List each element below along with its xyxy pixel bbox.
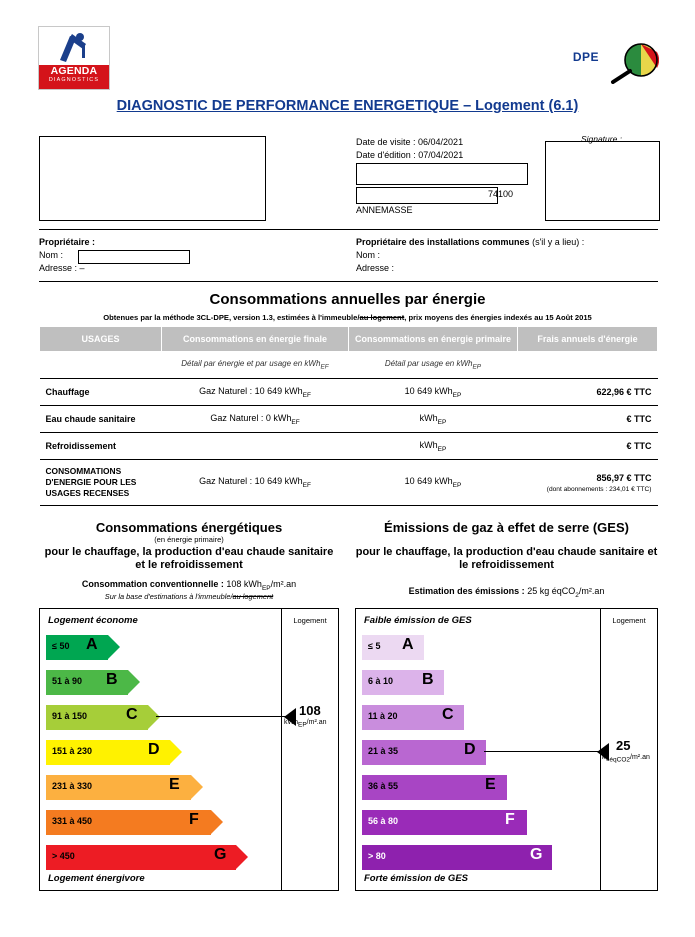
ges-bar-g: > 80 G [362, 845, 552, 870]
ges-pointer-value: 25 [616, 738, 631, 753]
subheader-finale: Détail par énergie et par usage en kWh$_{EF}$ [162, 352, 349, 379]
document-header [0, 18, 695, 88]
ges-scale-title-bottom: Forte émission de GES [364, 873, 468, 884]
logement-column-header: Logement [612, 616, 646, 625]
row-frais: € TTC [518, 406, 658, 433]
ges-scale-title-top: Faible émission de GES [364, 615, 472, 626]
property-address-box [39, 136, 266, 221]
class-bar-a: ≤ 50 A [46, 635, 108, 660]
postal-code: 74100 [488, 189, 514, 199]
total-usage: CONSOMMATIONS D'ENERGIE POUR LES USAGES RECENSES [40, 460, 162, 506]
class-bar-b: 51 à 90 B [46, 670, 128, 695]
consumption-section-subtitle [0, 313, 695, 322]
row-frais: 622,96 € TTC [518, 379, 658, 406]
visit-dates [356, 136, 536, 162]
ges-bar-a: ≤ 5 A [362, 635, 424, 660]
common-owner-nom: Nom : [356, 250, 381, 260]
address-blank-field-2 [356, 187, 498, 204]
table-row [40, 433, 658, 460]
scale-title-top: Logement économe [48, 615, 138, 626]
page-title: DIAGNOSTIC DE PERFORMANCE ENERGETIQUE – Logement (6.1) [116, 98, 579, 114]
ges-bar-f: 56 à 80 F [362, 810, 527, 835]
table-subheader-row [40, 352, 658, 379]
subtitle-strike: au logement [359, 313, 405, 322]
divider-2 [39, 281, 658, 282]
common-owner-adresse: Adresse : [356, 263, 395, 273]
ges-class-scale [355, 608, 658, 891]
owner-nom: Nom : [39, 250, 64, 260]
ges-bar-c: 11 à 20 C [362, 705, 464, 730]
left-note: Sur la base d'estimations à l'immeuble/au logement [104, 591, 274, 601]
row-usage: Refroidissement [40, 433, 162, 460]
row-primaire: 10 649 kWh$_{EP}$ [349, 379, 518, 406]
ges-bar-e: 36 à 55 E [362, 775, 507, 800]
col-frais-annuels: Frais annuels d'énergie [518, 327, 658, 352]
row-usage: Chauffage [40, 379, 162, 406]
total-frais: 856,97 € TTC (dont abonnements : 234,01 € TTC) [518, 460, 658, 506]
logo-title: AGENDA [50, 65, 98, 77]
table-total-row [40, 460, 658, 506]
class-bar-e: 231 à 330 E [46, 775, 191, 800]
signature-box [545, 141, 660, 221]
energy-pointer-unit: kWhEP/m².an [284, 719, 327, 729]
col-usages: USAGES [40, 327, 162, 352]
row-finale: Gaz Naturel : 10 649 kWh$_{EF}$ [162, 379, 349, 406]
subtitle-part-a: Obtenues par la méthode 3CL-DPE, version 1.3, estimées à l'immeuble/ [103, 313, 360, 322]
right-heading2: pour le chauffage, la production d'eau chaude sanitaire et le refroidissement [355, 546, 658, 571]
ges-bar-b: 6 à 10 B [362, 670, 444, 695]
divider-1 [39, 229, 658, 230]
agenda-diagnostics-logo [38, 26, 110, 90]
total-primaire: 10 649 kWh$_{EP}$ [349, 460, 518, 506]
left-value-line: Consommation conventionnelle : 108 kWh$_{EP}$/m².an [81, 579, 297, 592]
row-finale [162, 433, 349, 460]
logo-figure-icon [56, 30, 92, 64]
left-heading: Consommations énergétiques [95, 520, 283, 535]
logement-column-header: Logement [293, 616, 327, 625]
class-bar-g: > 450 G [46, 845, 236, 870]
subheader-primaire: Détail par usage en kWh$_{EP}$ [349, 352, 518, 379]
row-usage: Eau chaude sanitaire [40, 406, 162, 433]
common-owner-title-suffix: (s'il y a lieu) : [532, 237, 585, 247]
dpe-abbrev-label: DPE [572, 50, 599, 64]
dpe-magnifier-icon [607, 40, 659, 84]
table-row [40, 406, 658, 433]
right-heading: Émissions de gaz à effet de serre (GES) [384, 520, 629, 535]
date-visite: Date de visite : 06/04/2021 [356, 137, 464, 147]
commune-name: ANNEMASSE [356, 205, 413, 215]
consumption-section-title: Consommations annuelles par énergie [209, 291, 486, 308]
ges-bar-d: 21 à 35 D [362, 740, 486, 765]
class-bar-d: 151 à 230 D [46, 740, 170, 765]
total-finale: Gaz Naturel : 10 649 kWh$_{EF}$ [162, 460, 349, 506]
energy-panel-heading [39, 520, 339, 601]
owner-name-field [78, 250, 190, 264]
col-energie-primaire: Consommations en énergie primaire [349, 327, 518, 352]
left-heading-small: (en énergie primaire) [154, 535, 224, 544]
class-bar-c: 91 à 150 C [46, 705, 148, 730]
left-heading2: pour le chauffage, la production d'eau chaude sanitaire et le refroidissement [44, 546, 334, 571]
right-value-line: Estimation des émissions : 25 kg éqCO$_2$/m².an [408, 586, 605, 599]
common-owner-block [356, 236, 676, 275]
table-header-row [40, 327, 658, 352]
row-finale: Gaz Naturel : 0 kWh$_{EF}$ [162, 406, 349, 433]
signature-label: Signature : [580, 134, 623, 144]
common-owner-title: Propriétaire des installations communes [356, 237, 530, 247]
owner-title: Propriétaire : [39, 237, 96, 247]
logo-subtitle: DIAGNOSTICS [48, 77, 100, 83]
row-primaire: kWh$_{EP}$ [349, 406, 518, 433]
class-bar-f: 331 à 450 F [46, 810, 211, 835]
subtitle-part-b: , prix moyens des énergies indexés au 15 Août 2015 [404, 313, 592, 322]
row-primaire: kWh$_{EP}$ [349, 433, 518, 460]
logement-column-left [281, 609, 338, 890]
ges-panel-heading [355, 520, 658, 599]
owner-adresse: Adresse : – [39, 263, 85, 273]
scale-title-bottom: Logement énergivore [48, 873, 145, 884]
table-row [40, 379, 658, 406]
ges-pointer-unit: kgéqCO2/m².an [602, 754, 650, 764]
energy-class-scale [39, 608, 339, 891]
address-blank-field-1 [356, 163, 528, 185]
row-frais: € TTC [518, 433, 658, 460]
col-energie-finale: Consommations en énergie finale [162, 327, 349, 352]
consumption-table [39, 326, 658, 506]
energy-pointer-value: 108 [299, 703, 321, 718]
date-edition: Date d'édition : 07/04/2021 [356, 150, 464, 160]
